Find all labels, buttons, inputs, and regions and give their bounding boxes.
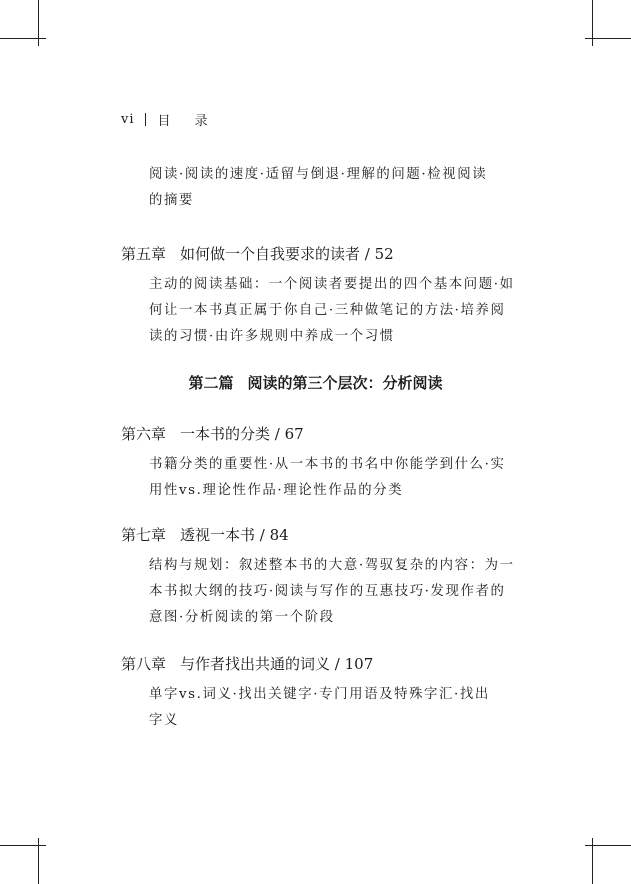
crop-mark	[0, 38, 46, 39]
chapter-number: 第五章	[121, 245, 167, 263]
chapter-title: 与作者找出共通的词义 / 107	[180, 655, 374, 673]
crop-mark	[0, 845, 46, 846]
running-head	[121, 110, 218, 129]
chapter-title: 如何做一个自我要求的读者 / 52	[180, 245, 394, 263]
summary-line: 用性vs.理论性作品·理论性作品的分类	[149, 483, 404, 498]
summary-line: 读的习惯·由许多规则中养成一个习惯	[149, 329, 395, 344]
summary-line: 的摘要	[149, 193, 194, 208]
chapter-summary	[149, 272, 515, 350]
summary-line: 意图·分析阅读的第一个阶段	[149, 610, 335, 625]
chapter-number: 第六章	[121, 425, 167, 443]
chapter-number: 第八章	[121, 655, 167, 673]
chapter-entry	[121, 244, 515, 350]
intro-summary	[121, 162, 511, 214]
separator-bar	[145, 113, 146, 126]
part-heading	[0, 372, 631, 393]
part-number: 第二篇	[188, 374, 234, 392]
summary-line: 主动的阅读基础：一个阅读者要提出的四个基本问题·如	[149, 277, 515, 292]
crop-mark	[592, 0, 593, 46]
chapter-summary	[149, 682, 511, 734]
chapter-title: 透视一本书 / 84	[180, 526, 289, 544]
summary-line: 本书拟大纲的技巧·阅读与写作的互惠技巧·发现作者的	[149, 584, 506, 599]
summary-line: 阅读·阅读的速度·适留与倒退·理解的问题·检视阅读	[149, 167, 488, 182]
part-title: 阅读的第三个层次：分析阅读	[247, 374, 443, 392]
summary-line: 结构与规划：叙述整本书的大意·驾驭复杂的内容：为一	[149, 558, 515, 573]
chapter-entry	[121, 525, 515, 631]
chapter-heading[interactable]	[121, 525, 511, 545]
summary-line: 单字vs.词义·找出关键字·专门用语及特殊字汇·找出	[149, 687, 490, 702]
chapter-heading[interactable]	[121, 244, 511, 264]
chapter-entry	[121, 424, 511, 504]
chapter-heading[interactable]	[121, 654, 511, 674]
crop-mark	[38, 0, 39, 46]
chapter-heading[interactable]	[121, 424, 511, 444]
summary-line: 书籍分类的重要性·从一本书的书名中你能学到什么·实	[149, 457, 506, 472]
chapter-summary	[149, 553, 515, 631]
crop-mark	[592, 838, 593, 884]
chapter-entry	[121, 654, 511, 734]
summary-line: 何让一本书真正属于你自己·三种做笔记的方法·培养阅	[149, 303, 506, 318]
summary-line: 字义	[149, 713, 179, 728]
crop-mark	[38, 838, 39, 884]
chapter-summary	[149, 452, 511, 504]
page-number: vi	[121, 112, 135, 127]
chapter-title: 一本书的分类 / 67	[180, 425, 304, 443]
chapter-number: 第七章	[121, 526, 167, 544]
section-title: 目 录	[157, 114, 218, 129]
